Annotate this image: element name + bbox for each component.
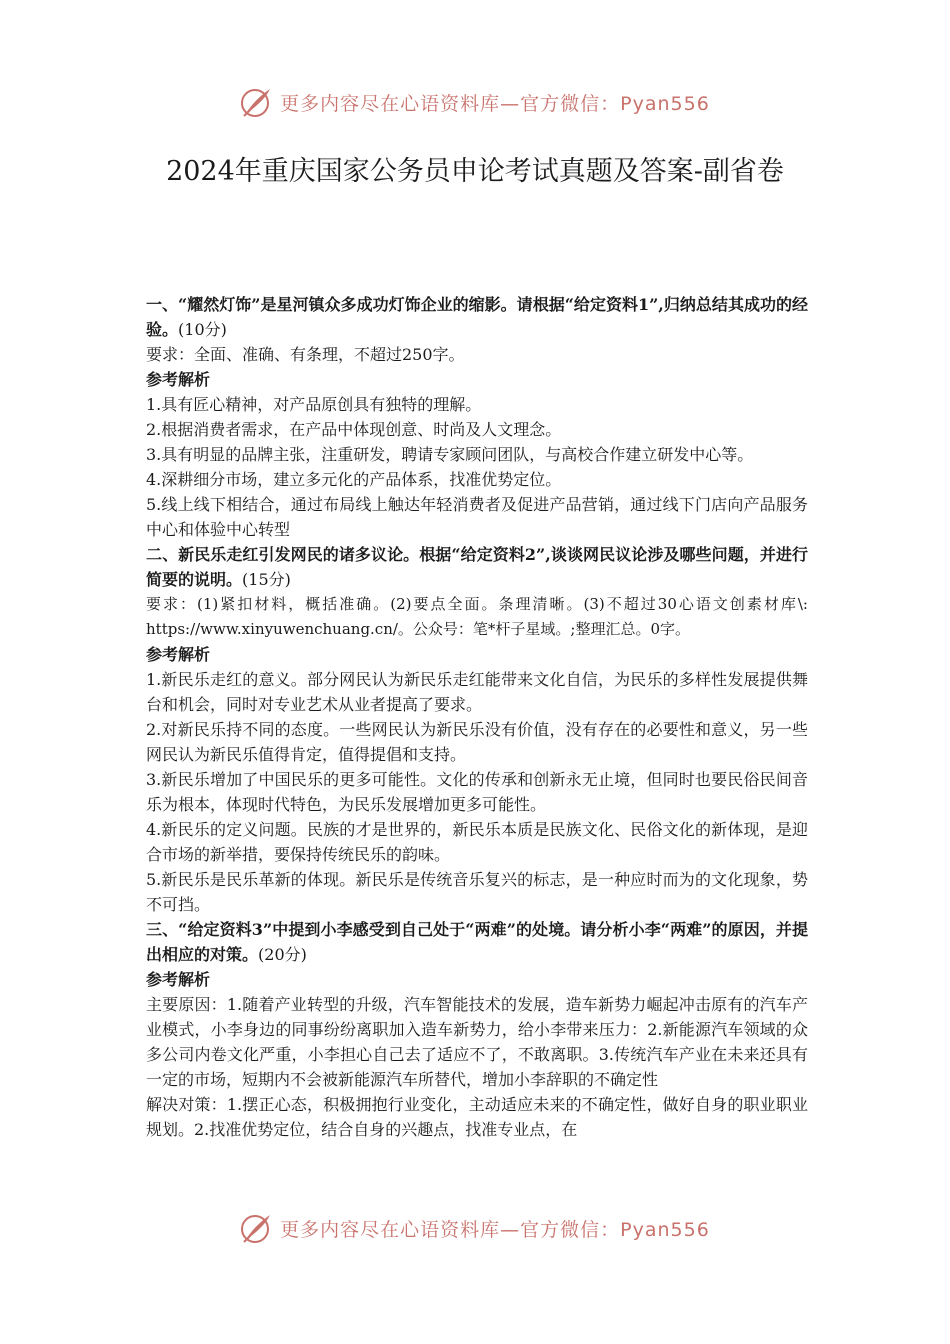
question-2-analysis-heading: 参考解析	[146, 645, 211, 664]
quill-logo-icon	[240, 1211, 274, 1245]
question-1-stem: 一、“耀然灯饰”是星河镇众多成功灯饰企业的缩影。请根据“给定资料1”,归纳总结其成功的经验。	[146, 295, 808, 339]
question-3-reasons: 主要原因：1.随着产业转型的升级，汽车智能技术的发展，造车新势力崛起冲击原有的汽车产业模式，小李身边的同事纷纷离职加入造车新势力，给小李带来压力：2.新能源汽车领域的众多公司内卷文化严重，小李担心自己去了适应不了，不敢离职。3.传统汽车产业在未来还具有一定的市场，短期内不会被新能源汽车所替代，增加小李辞职的不确定性	[146, 995, 808, 1089]
question-1-answer: 1.具有匠心精神，对产品原创具有独特的理解。	[146, 395, 482, 414]
footer-watermark-banner	[0, 1208, 950, 1248]
watermark-text: 更多内容尽在心语资料库—官方微信：Pyan556	[280, 1218, 710, 1241]
question-2-answer: 2.对新民乐持不同的态度。一些网民认为新民乐没有价值，没有存在的必要性和意义，另一些网民认为新民乐值得肯定，值得提倡和支持。	[146, 720, 808, 764]
header-watermark-banner	[0, 82, 950, 122]
question-3	[146, 917, 808, 967]
question-1-points: (10分)	[178, 320, 227, 339]
question-1	[146, 292, 808, 342]
question-2-answer: 1.新民乐走红的意义。部分网民认为新民乐走红能带来文化自信，为民乐的多样性发展提供舞台和机会，同时对专业艺术从业者提高了要求。	[146, 670, 808, 714]
question-1-answer: 5.线上线下相结合，通过布局线上触达年轻消费者及促进产品营销，通过线下门店向产品服务中心和体验中心转型	[146, 495, 808, 539]
question-2-stem: 二、新民乐走红引发网民的诸多议论。根据“给定资料2”,谈谈网民议论涉及哪些问题，并进行简要的说明。	[146, 545, 808, 589]
question-3-solutions: 解决对策：1.摆正心态，积极拥抱行业变化，主动适应未来的不确定性，做好自身的职业职业规划。2.找准优势定位，结合自身的兴趣点，找准专业点，在	[146, 1095, 808, 1139]
question-2-answer: 5.新民乐是民乐革新的体现。新民乐是传统音乐复兴的标志，是一种应时而为的文化现象，势不可挡。	[146, 870, 808, 914]
question-3-stem: 三、“给定资料3”中提到小李感受到自己处于“两难”的处境。请分析小李“两难”的原因，并提出相应的对策。	[146, 920, 808, 964]
question-3-points: (20分)	[258, 945, 307, 964]
quill-logo-icon	[240, 85, 274, 119]
question-1-answer: 3.具有明显的品牌主张，注重研发，聘请专家顾问团队，与高校合作建立研发中心等。	[146, 445, 754, 464]
question-2-requirement: 要求：(1)紧扣材料，概括准确。(2)要点全面。条理清晰。(3)不超过30心语文创素材库\: https://www.xinyuwenchuang.cn/。公众号：笔*杆子星域。;整理汇总。0字。	[146, 595, 808, 638]
question-2-points: (15分)	[242, 570, 291, 589]
question-1-answer: 4.深耕细分市场，建立多元化的产品体系，找准优势定位。	[146, 470, 562, 489]
watermark-text: 更多内容尽在心语资料库—官方微信：Pyan556	[280, 92, 710, 115]
question-1-answer: 2.根据消费者需求，在产品中体现创意、时尚及人文理念。	[146, 420, 562, 439]
document-body	[146, 292, 808, 1142]
question-2-answer: 3.新民乐增加了中国民乐的更多可能性。文化的传承和创新永无止境，但同时也要民俗民间音乐为根本，体现时代特色，为民乐发展增加更多可能性。	[146, 770, 808, 814]
question-3-analysis-heading: 参考解析	[146, 970, 211, 989]
question-1-requirement: 要求：全面、准确、有条理，不超过250字。	[146, 345, 465, 364]
document-title: 2024年重庆国家公务员申论考试真题及答案-副省卷	[166, 156, 784, 187]
question-2	[146, 542, 808, 592]
question-1-analysis-heading: 参考解析	[146, 370, 211, 389]
question-2-answer: 4.新民乐的定义问题。民族的才是世界的，新民乐本质是民族文化、民俗文化的新体现，是迎合市场的新举措，要保持传统民乐的韵味。	[146, 820, 808, 864]
